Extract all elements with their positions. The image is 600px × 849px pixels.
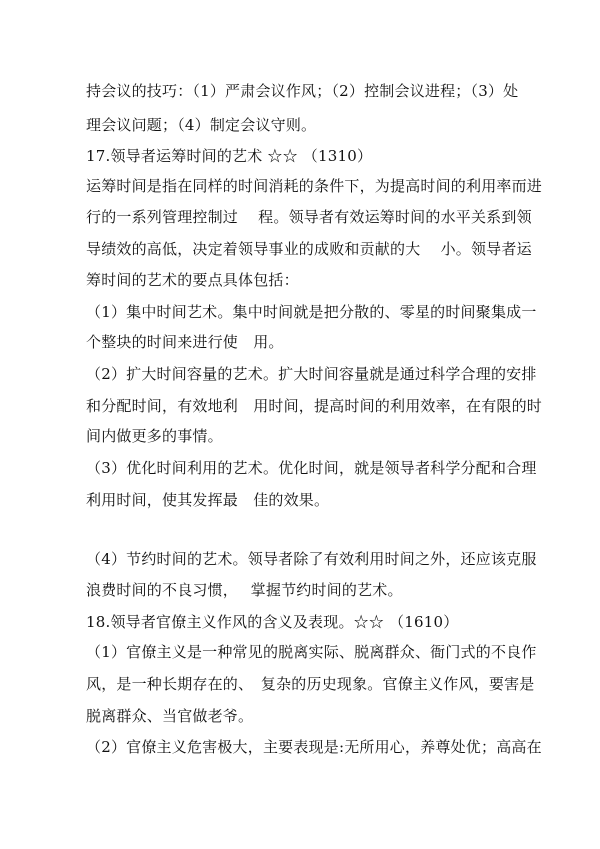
text-line: （2）官僚主义危害极大，主要表现是:无所用心，养尊处优；高高在: [86, 738, 542, 756]
text-line: （2）扩大时间容量的艺术。扩大时间容量就是通过科学合理的安排: [86, 365, 537, 383]
text-line: 间内做更多的事情。: [86, 427, 223, 445]
text-line: （3）优化时间利用的艺术。优化时间，就是领导者科学分配和合理: [86, 459, 537, 477]
text-line: 个整块的时间来进行使 用。: [86, 333, 284, 351]
text-line: 筹时间的艺术的要点具体包括：: [86, 271, 299, 289]
text-line: 运筹时间是指在同样的时间消耗的条件下，为提高时间的利用率而进: [86, 177, 543, 195]
text-line: 理会议问题；（4）制定会议守则。: [86, 116, 317, 134]
text-line: 脱离群众、当官做老爷。: [86, 707, 254, 725]
text-line: 持会议的技巧：（1）严肃会议作风；（2）控制会议进程；（3）处: [86, 82, 519, 100]
text-line: 利用时间，使其发挥最 佳的效果。: [86, 491, 330, 509]
text-line: 导绩效的高低，决定着领导事业的成败和贡献的大 小。领导者运: [86, 240, 532, 258]
text-line: 和分配时间，有效地利 用时间，提高时间的利用效率，在有限的时: [86, 397, 543, 415]
section-heading: 17.领导者运筹时间的艺术 ☆☆ （1310）: [86, 147, 373, 165]
text-line: （1）集中时间艺术。集中时间就是把分散的、零星的时间聚集成一: [86, 303, 537, 321]
section-heading: 18.领导者官僚主义作风的含义及表现。☆☆ （1610）: [86, 613, 459, 631]
text-line: （4）节约时间的艺术。领导者除了有效利用时间之外，还应该克服: [86, 550, 537, 568]
text-line: 浪费时间的不良习惯， 掌握节约时间的艺术。: [86, 581, 403, 599]
text-line: 风，是一种长期存在的、 复杂的历史现象。官僚主义作风，要害是: [86, 675, 535, 693]
text-line: 行的一系列管理控制过 程。领导者有效运筹时间的水平关系到领: [86, 208, 532, 226]
text-line: （1）官僚主义是一种常见的脱离实际、脱离群众、衙门式的不良作: [86, 643, 537, 661]
